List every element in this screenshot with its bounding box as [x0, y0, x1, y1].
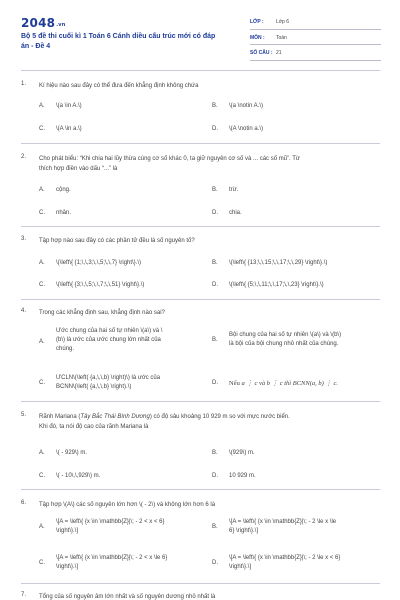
- question-number: 7.: [21, 592, 27, 598]
- meta-value-count: 21: [276, 50, 282, 56]
- question-divider: [21, 489, 380, 490]
- q6-option-d[interactable]: D. \[A = \left\{ {x \in \mathbb{Z}|\; - 2 \le x < 6} \right\}.\]: [212, 555, 341, 570]
- meta-row-count: [250, 45, 381, 61]
- exam-meta-table: [250, 14, 381, 61]
- question-divider: [21, 226, 380, 227]
- question-number: 4.: [21, 308, 27, 314]
- question-text: Tập hợp \(A\) các số nguyên lớn hơn \( - 2\) và không lớn hơn 6 là: [39, 502, 216, 508]
- document-header: [21, 14, 381, 64]
- meta-row-class: [250, 14, 381, 30]
- q6-option-b[interactable]: B. \[A = \left\{ {x \in \mathbb{Z}|\; - 2 \le x \le 6} \right\}.\]: [212, 519, 337, 534]
- question-divider: [21, 299, 380, 300]
- question-text: Rãnh Mariana (Tây Bắc Thái Bình Dương) có độ sâu khoảng 10 929 m so với mực nước biển. Khi đó, ta nói độ cao của rãnh Mariana là: [39, 414, 290, 430]
- question-text: Kí hiệu nào sau đây có thể đưa đến khẳng định không chứa: [39, 83, 199, 89]
- question-divider: [21, 401, 380, 402]
- question-number: 2.: [21, 154, 27, 160]
- question-divider: [21, 143, 380, 144]
- meta-label-count: SỐ CÂU :: [250, 50, 273, 56]
- q4-option-a[interactable]: A. Ước chung của hai số tự nhiên \(a\) và \ (b\) là ước của ước chung lớn nhất của chúng.: [39, 328, 163, 352]
- meta-row-subject: [250, 30, 381, 46]
- question-text: Tập hợp nào sau đây có các phần tử đều là số nguyên tố?: [39, 238, 195, 244]
- question-text: Cho phát biểu: “Khi chia hai lũy thừa cùng cơ số khác 0, ta giữ nguyên cơ số và ... các số mũ”. Từ thích hợp điền vào dấu “...” là: [39, 156, 300, 172]
- exam-title: Bộ 5 đề thi cuối kì 1 Toán 6 Cánh diều cấu trúc mới có đáp án - Đề 4: [21, 33, 216, 50]
- site-logo[interactable]: [21, 16, 66, 30]
- meta-label-class: LỚP :: [250, 19, 264, 25]
- question-number: 6.: [21, 500, 27, 506]
- q6-option-a[interactable]: A. \[A = \left\{ {x \in \mathbb{Z}|\; - 2 < x < 6} \right\}.\]: [39, 519, 165, 534]
- meta-label-subject: MÔN :: [250, 34, 265, 41]
- question-number: 3.: [21, 236, 27, 242]
- question-text: Tổng của số nguyên âm lớn nhất và số nguyên dương nhỏ nhất là: [39, 594, 216, 600]
- logo-main: 2048: [21, 16, 56, 30]
- question-divider: [21, 583, 380, 584]
- meta-value-subject: Toán: [276, 34, 287, 41]
- question-number: 1.: [21, 81, 27, 87]
- logo-extension: .vn: [56, 22, 66, 28]
- question-text: Trong các khẳng định sau, khẳng định nào sai?: [39, 310, 165, 316]
- meta-value-class: Lớp 6: [276, 19, 290, 25]
- q4-option-c[interactable]: C. ƯCLN\(\left( {a,\,\,b} \right)\) là ước của BCNN\(\left( {a,\,\,b} \right).\): [39, 375, 161, 390]
- header-divider: [21, 70, 380, 71]
- question-number: 5.: [21, 412, 27, 418]
- q4-option-b[interactable]: B. Bội chung của hai số tự nhiên \(a\) và \(b\) là bội của bội chung nhỏ nhất của chúng.: [212, 332, 342, 347]
- q6-option-c[interactable]: C. \[A = \left\{ {x \in \mathbb{Z}|\; - 2 < x \le 6} \right\}.\]: [39, 555, 168, 570]
